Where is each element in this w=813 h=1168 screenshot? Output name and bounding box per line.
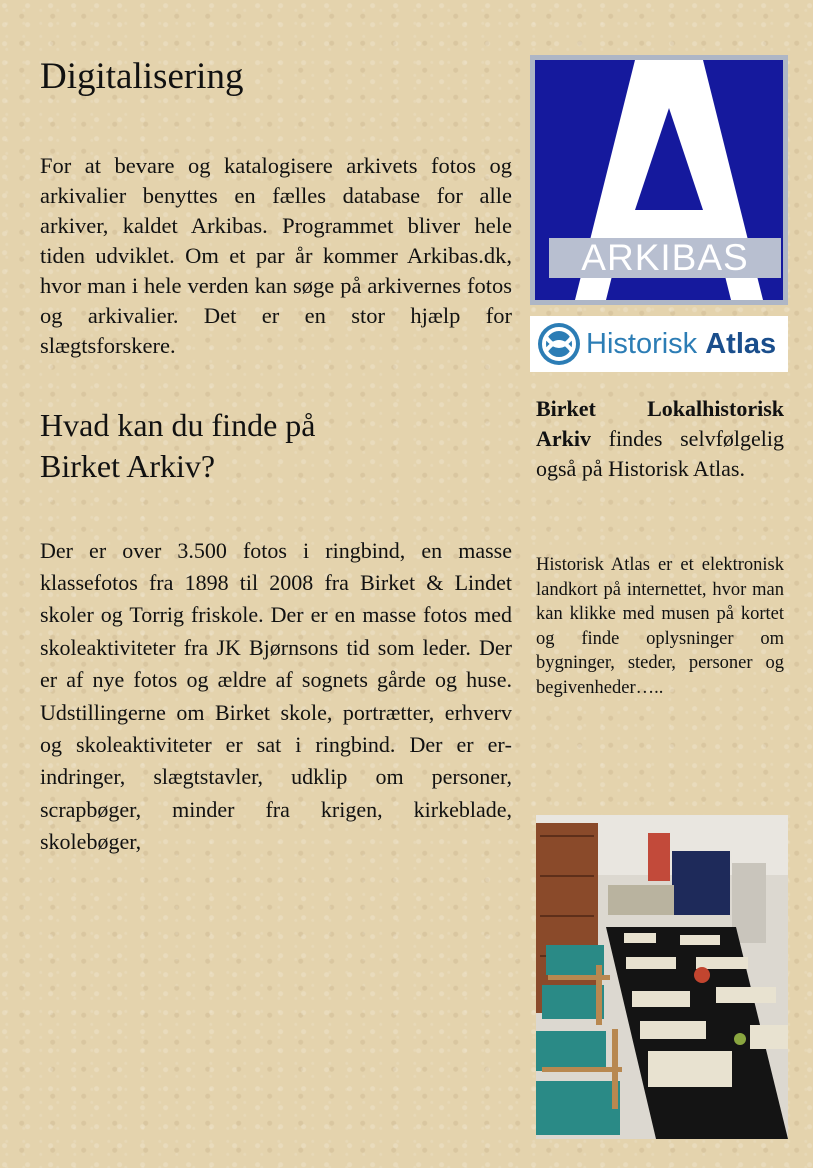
archive-room-illustration xyxy=(536,815,788,1139)
sidebar-historisk-atlas-description: Historisk Atlas er et elektronisk landkort på internettet, hvor man kan klikke med musen på kortet og finde oplysninger om bygninger, steder, personer og begivenheder….. xyxy=(536,555,784,698)
sidebar-archive-name: Birket Lokalhistorisk Arkiv xyxy=(536,396,784,451)
sidebar-text-2 xyxy=(536,553,784,700)
main-column xyxy=(40,55,512,881)
heading-hvad-kan-du-finde xyxy=(40,405,512,486)
historisk-atlas-logo-text: Historisk Atlas xyxy=(586,327,777,360)
paragraph-digitalisering: For at bevare og katalogisere arkivets fotos og arkivalier benyttes en fælles database for alle arkiver, kaldet Arkibas. Programmet bliver hele tiden udviklet. Om et par år kommer Arkibas.dk, hvor man i hele verden kan søge på arkivernes fotos og arkivalier. Det er en stor hjælp for slægtsforskere. xyxy=(40,153,512,359)
historisk-atlas-logo xyxy=(530,316,788,372)
heading2-line1: Hvad kan du finde på xyxy=(40,407,316,444)
paragraph-collection: Der er over 3.500 fotos i ringbind, en masse klassefotos fra 1898 til 2008 fra Birket & Lindet skoler og Torrig friskole. Der er en masse fotos med skoleaktiviteter fra JK Bjørnsons tid som leder. Der er af nye fotos og ældre af sognets gårde og huse. Udstillingerne om Birket skole, portrætter, erhverv og skoleaktiviteter er sat i ringbind. Der er erindringer, slægtstavler, udklip om personer, scrapbøger, minder fra krigen, kirkeblade, skolebøger, xyxy=(40,537,512,855)
historisk-atlas-globe-icon xyxy=(536,321,582,367)
sidebar-text-1 xyxy=(536,394,784,484)
heading-digitalisering: Digitalisering xyxy=(40,56,244,97)
sidebar-text-1-rest: findes selvfølgelig også på Historisk Atlas. xyxy=(536,426,784,481)
arkibas-logo-text: ARKIBAS xyxy=(549,238,781,278)
archive-room-photo xyxy=(536,815,788,1139)
heading2-line2: Birket Arkiv? xyxy=(40,448,216,485)
arkibas-logo xyxy=(530,55,788,305)
